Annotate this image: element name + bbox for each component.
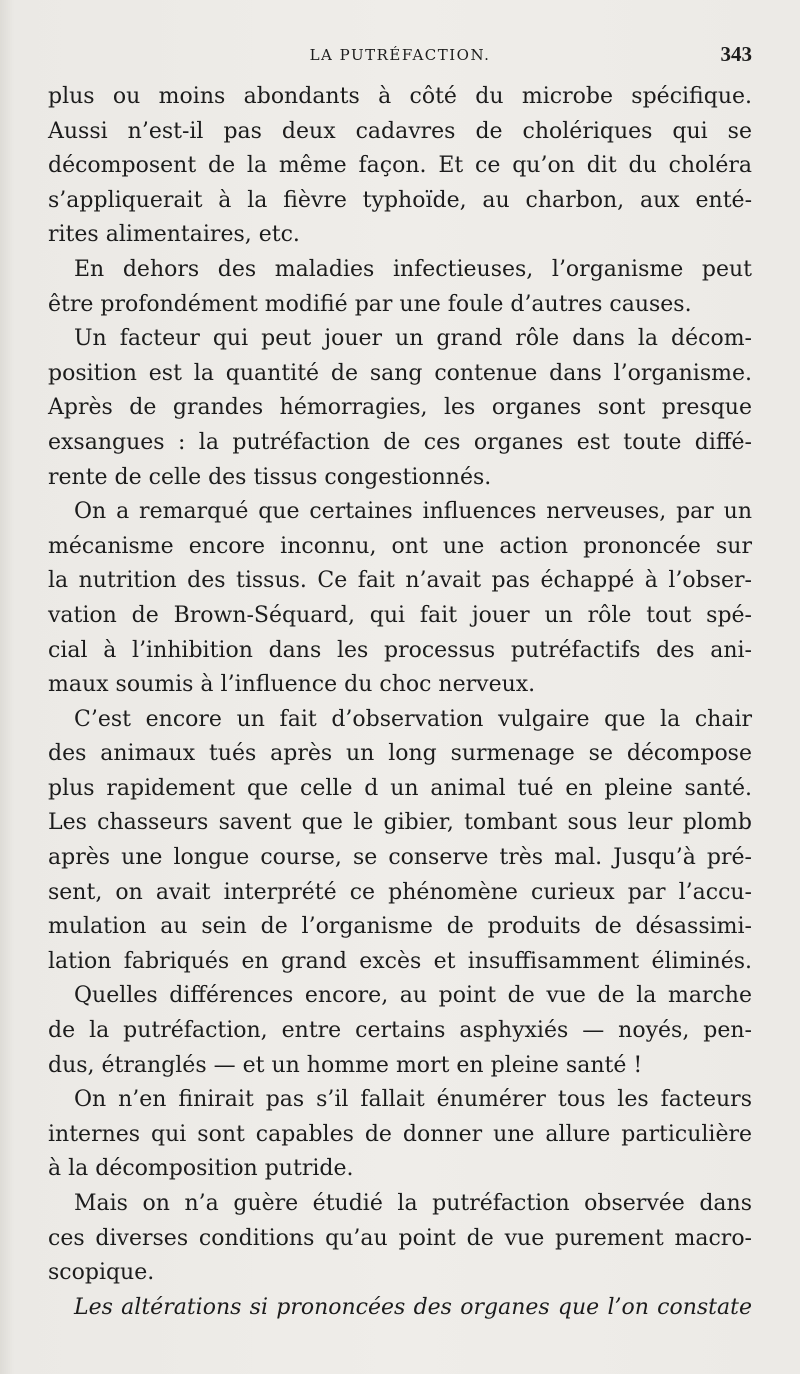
text-line: En dehors des maladies infectieuses, l’organisme peut <box>74 256 752 282</box>
text-line: vation de Brown-Séquard, qui fait jouer un rôle tout spé- <box>48 602 752 628</box>
text-line: des animaux tués après un long surmenage se décompose <box>48 741 752 767</box>
text-line: plus ou moins abondants à côté du microbe spécifique. <box>48 84 752 109</box>
text-line: mulation au sein de l’organisme de produits de désassimi- <box>48 914 752 940</box>
text-line: position est la quantité de sang contenue dans l’organisme. <box>48 360 752 386</box>
text-line: après une longue course, se conserve très mal. Jusqu’à pré- <box>48 845 752 871</box>
text-line: Un facteur qui peut jouer un grand rôle dans la décom- <box>74 326 752 352</box>
text-line: s’appliquerait à la fièvre typhoïde, au charbon, aux enté- <box>48 187 752 213</box>
text-line: scopique. <box>48 1260 155 1286</box>
page-number: 343 <box>720 42 752 66</box>
text-line: à la décomposition putride. <box>48 1156 354 1182</box>
text-line: mécanisme encore inconnu, ont une action prononcée sur <box>48 533 752 559</box>
text-line: On a remarqué que certaines influences nerveuses, par un <box>74 499 752 525</box>
text-line: internes qui sont capables de donner une allure particulière <box>48 1121 752 1147</box>
text-line: ces diverses conditions qu’au point de vue purement macro- <box>48 1225 752 1251</box>
text-line: cial à l’inhibition dans les processus putréfactifs des ani- <box>48 637 752 663</box>
text-line: rites alimentaires, etc. <box>48 222 300 248</box>
text-line: On n’en finirait pas s’il fallait énumérer tous les facteurs <box>74 1087 752 1113</box>
text-line: Aussi n’est-il pas deux cadavres de cholériques qui se <box>48 118 752 144</box>
text-line: de la putréfaction, entre certains asphyxiés — noyés, pen- <box>48 1018 752 1044</box>
text-line: maux soumis à l’influence du choc nerveux. <box>48 672 536 698</box>
text-line: décomposent de la même façon. Et ce qu’on dit du choléra <box>48 153 752 179</box>
text-line: exsangues : la putréfaction de ces organes est toute diffé- <box>48 429 752 455</box>
text-line: la nutrition des tissus. Ce fait n’avait pas échappé à l’obser- <box>48 568 752 594</box>
text-line: C’est encore un fait d’observation vulgaire que la chair <box>74 706 752 732</box>
text-line: dus, étranglés — et un homme mort en pleine santé ! <box>48 1052 643 1078</box>
text-line: Les chasseurs savent que le gibier, tombant sous leur plomb <box>48 810 752 836</box>
text-line: être profondément modifié par une foule d’autres causes. <box>48 291 692 317</box>
text-line: Mais on n’a guère étudié la putréfaction observée dans <box>74 1191 752 1216</box>
page-header <box>48 42 752 76</box>
text-line: Les altérations si prononcées des organes que l’on constate <box>74 1294 752 1320</box>
body-text <box>48 80 752 1325</box>
text-line: plus rapidement que celle d un animal tué en pleine santé. <box>48 775 752 801</box>
text-line: Après de grandes hémorragies, les organes sont presque <box>48 395 752 421</box>
text-line: Quelles différences encore, au point de vue de la marche <box>74 983 752 1009</box>
text-line: sent, on avait interprété ce phénomène curieux par l’accu- <box>48 879 752 905</box>
text-line: rente de celle des tissus congestionnés. <box>48 464 492 490</box>
text-line: lation fabriqués en grand excès et insuffisamment éliminés. <box>48 948 752 974</box>
running-title: LA PUTRÉFACTION. <box>309 46 491 64</box>
